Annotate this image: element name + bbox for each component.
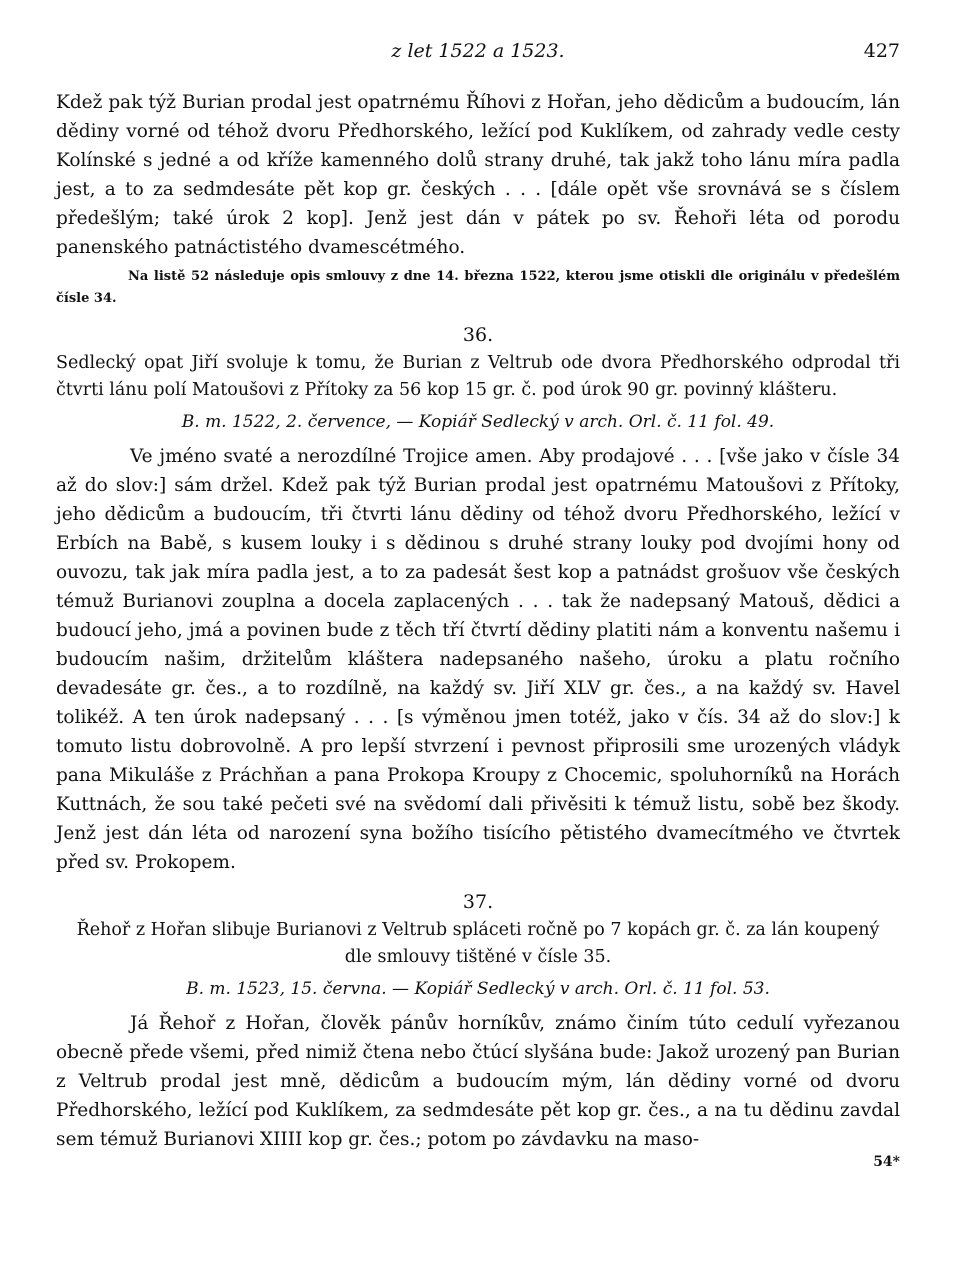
document-text-37: Já Řehoř z Hořan, člověk pánův horníkův, známo činím túto cedulí vyřezanou obecně přede všemi, před nimiž čtena nebo čtúcí slyšána bude: Jakož urozený pan Burian z Veltrub prodal jest mně, dědicům a budoucím mým, lán dědiny vorné od dvoru Předhorského, ležící pod Kuklíkem, za sedmdesáte pět kop gr. čes., a na tu dědinu zavdal sem témuž Burianovi XIIII kop gr. čes.; potom po závdavku na maso- <box>56 1013 900 1150</box>
regest-37: Řehoř z Hořan slibuje Burianovi z Veltrub spláceti ročně po 7 kopách gr. č. za lán koupený dle smlouvy tištěné v čísle 35. <box>76 920 880 967</box>
source-citation-36: B. m. 1522, 2. července, — Kopiář Sedlecký v arch. Orl. č. 11 fol. 49. <box>181 412 775 432</box>
section-35-continuation-text: Kdež pak týž Burian prodal jest opatrnému Říhovi z Hořan, jeho dědicům a budoucím, lán dědiny vorné od téhož dvoru Předhorského, ležící pod Kuklíkem, od zahrady vedle cesty Kolínské s jedné a od kříže kamenného dolů strany druhé, tak jakž toho lánu míra padla jest, a to za sedmdesáte pět kop gr. českých . . . [dále opět vše srovnává se s číslem předešlým; také úrok 2 kop]. Jenž jest dán v pátek po sv. Řehoři léta od porodu panenského patnáctistého dvamescétmého. <box>56 92 900 258</box>
document-number-37: 37. <box>462 891 494 913</box>
running-head <box>56 40 900 74</box>
source-citation-37: B. m. 1523, 15. června. — Kopiář Sedlecký v arch. Orl. č. 11 fol. 53. <box>186 979 770 999</box>
running-title: z let 1522 a 1523. <box>391 40 565 62</box>
regest-36: Sedlecký opat Jiří svoluje k tomu, že Burian z Veltrub ode dvora Předhorského odprodal tři čtvrti lánu polí Matoušovi z Přítoky za 56 kop 15 gr. č. pod úrok 90 gr. povinný klášteru. <box>56 353 900 400</box>
editorial-note: Na listě 52 následuje opis smlouvy z dne 14. března 1522, kterou jsme otiskli dle originálu v předešlém čísle 34. <box>56 269 900 306</box>
page-number: 427 <box>863 40 900 62</box>
document-page <box>56 40 900 1170</box>
document-number-36: 36. <box>462 324 494 346</box>
signature-mark: 54* <box>873 1154 900 1170</box>
document-text-36: Ve jméno svaté a nerozdílné Trojice amen. Aby prodajové . . . [vše jako v čísle 34 až do slov:] sám držel. Kdež pak týž Burian prodal jest opatrnému Matoušovi z Přítoky, jeho dědicům a budoucím, tři čtvrti lánu dědiny od téhož dvoru Předhorského, ležící v Erbích na Babě, s kusem louky i s dědinou s druhé strany louky pod dvojími hony od ouvozu, tak jak míra padla jest, a to za padesát šest kop a patnádst grošuov vše českých témuž Burianovi zouplna a docela zaplacených . . . tak že nadepsaný Matouš, dědici a budoucí jeho, jmá a povinen bude z těch tří čtvrtí dědiny platiti nám a konventu našemu i budoucím našim, držitelům kláštera nadepsaného našeho, úroku a platu ročního devadesáte gr. čes., a to rozdílně, na každý sv. Jiří XLV gr. čes., a na každý sv. Havel tolikéž. A ten úrok nadepsaný . . . [s výměnou jmen totéž, jako v čís. 34 až do slov:] k tomuto listu dobrovolně. A pro lepší stvrzení i pevnost připrosili sme urozených vládyk pana Mikuláše z Práchňan a pana Prokopa Kroupy z Chocemic, spoluhorníků na Horách Kuttnách, že sou také pečeti své na svědomí dali přivěsiti k témuž listu, sobě bez škody. Jenž jest dán léta od narození syna božího tisícího pětistého dvamecítmého ve čtvrtek před sv. Prokopem. <box>56 446 900 873</box>
